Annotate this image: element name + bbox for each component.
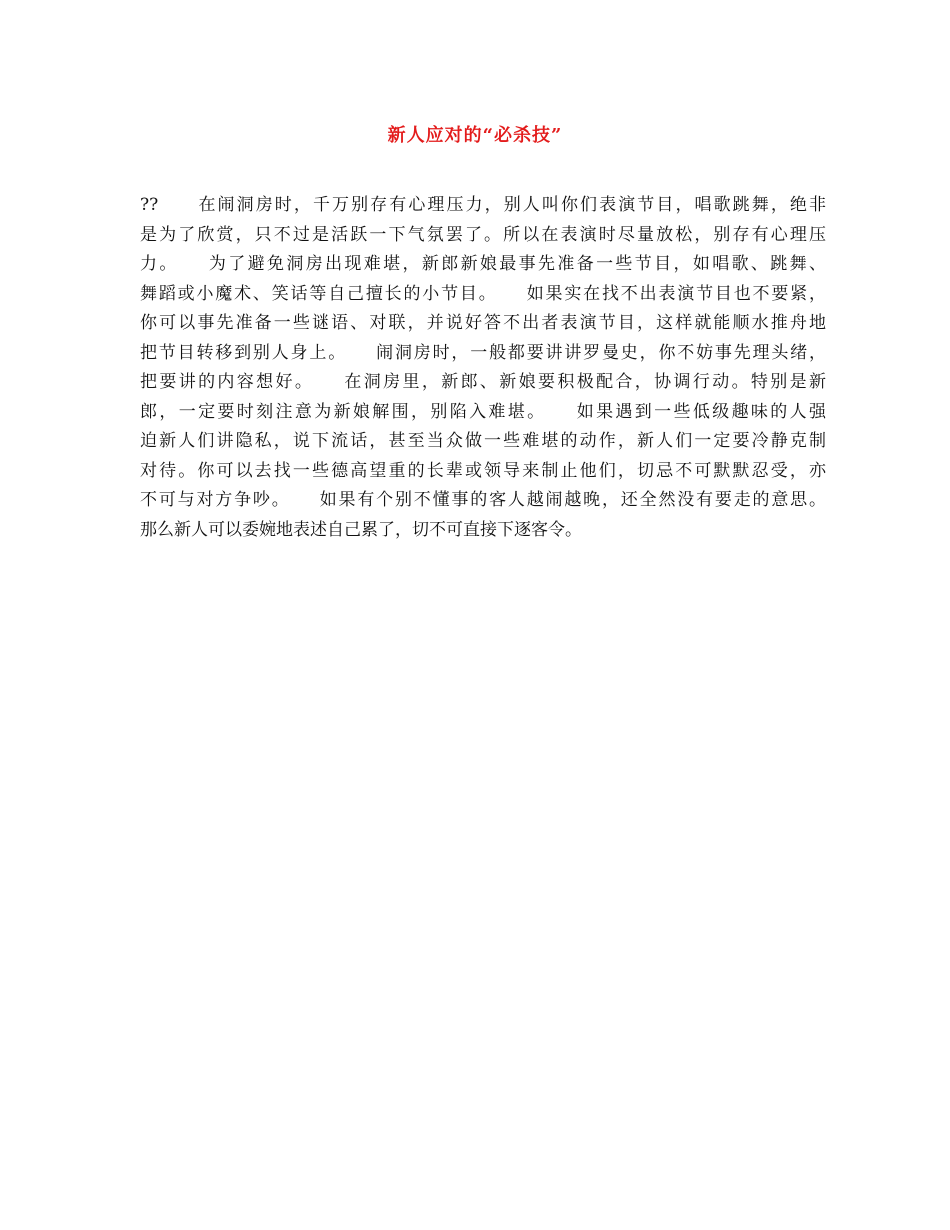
body-line: 那么新人可以委婉地表述自己累了，切不可直接下逐客令。 [140, 519, 582, 540]
body-line: 是为了欣赏，只不过是活跃一下气氛罢了。所以在表演时尽量放松，别存有心理压 [140, 224, 826, 245]
document-body [140, 191, 826, 545]
body-line: ?? 在闹洞房时，千万别存有心理压力，别人叫你们表演节目，唱歌跳舞，绝非 [140, 195, 826, 215]
body-line: 不可与对方争吵。 如果有个别不懂事的客人越闹越晚，还全然没有要走的意思。 [140, 490, 826, 510]
body-line: 舞蹈或小魔术、笑话等自己擅长的小节目。 如果实在找不出表演节目也不要紧， [140, 283, 826, 304]
body-line: 力。 为了避免洞房出现难堪，新郎新娘最事先准备一些节目，如唱歌、跳舞、 [140, 254, 826, 274]
document-title: 新人应对的“必杀技” [387, 125, 563, 146]
body-line: 你可以事先准备一些谜语、对联，并说好答不出者表演节目，这样就能顺水推舟地 [140, 313, 826, 333]
body-line: 迫新人们讲隐私，说下流话，甚至当众做一些难堪的动作，新人们一定要冷静克制 [140, 431, 826, 451]
body-line: 对待。你可以去找一些德高望重的长辈或领导来制止他们，切忌不可默默忍受，亦 [140, 460, 826, 481]
body-line: 把节目转移到别人身上。 闹洞房时，一般都要讲讲罗曼史，你不妨事先理头绪， [140, 342, 826, 363]
body-line: 把要讲的内容想好。 在洞房里，新郎、新娘要积极配合，协调行动。特别是新 [140, 372, 826, 392]
body-line: 郎，一定要时刻注意为新娘解围，别陷入难堪。 如果遇到一些低级趣味的人强 [140, 401, 826, 422]
